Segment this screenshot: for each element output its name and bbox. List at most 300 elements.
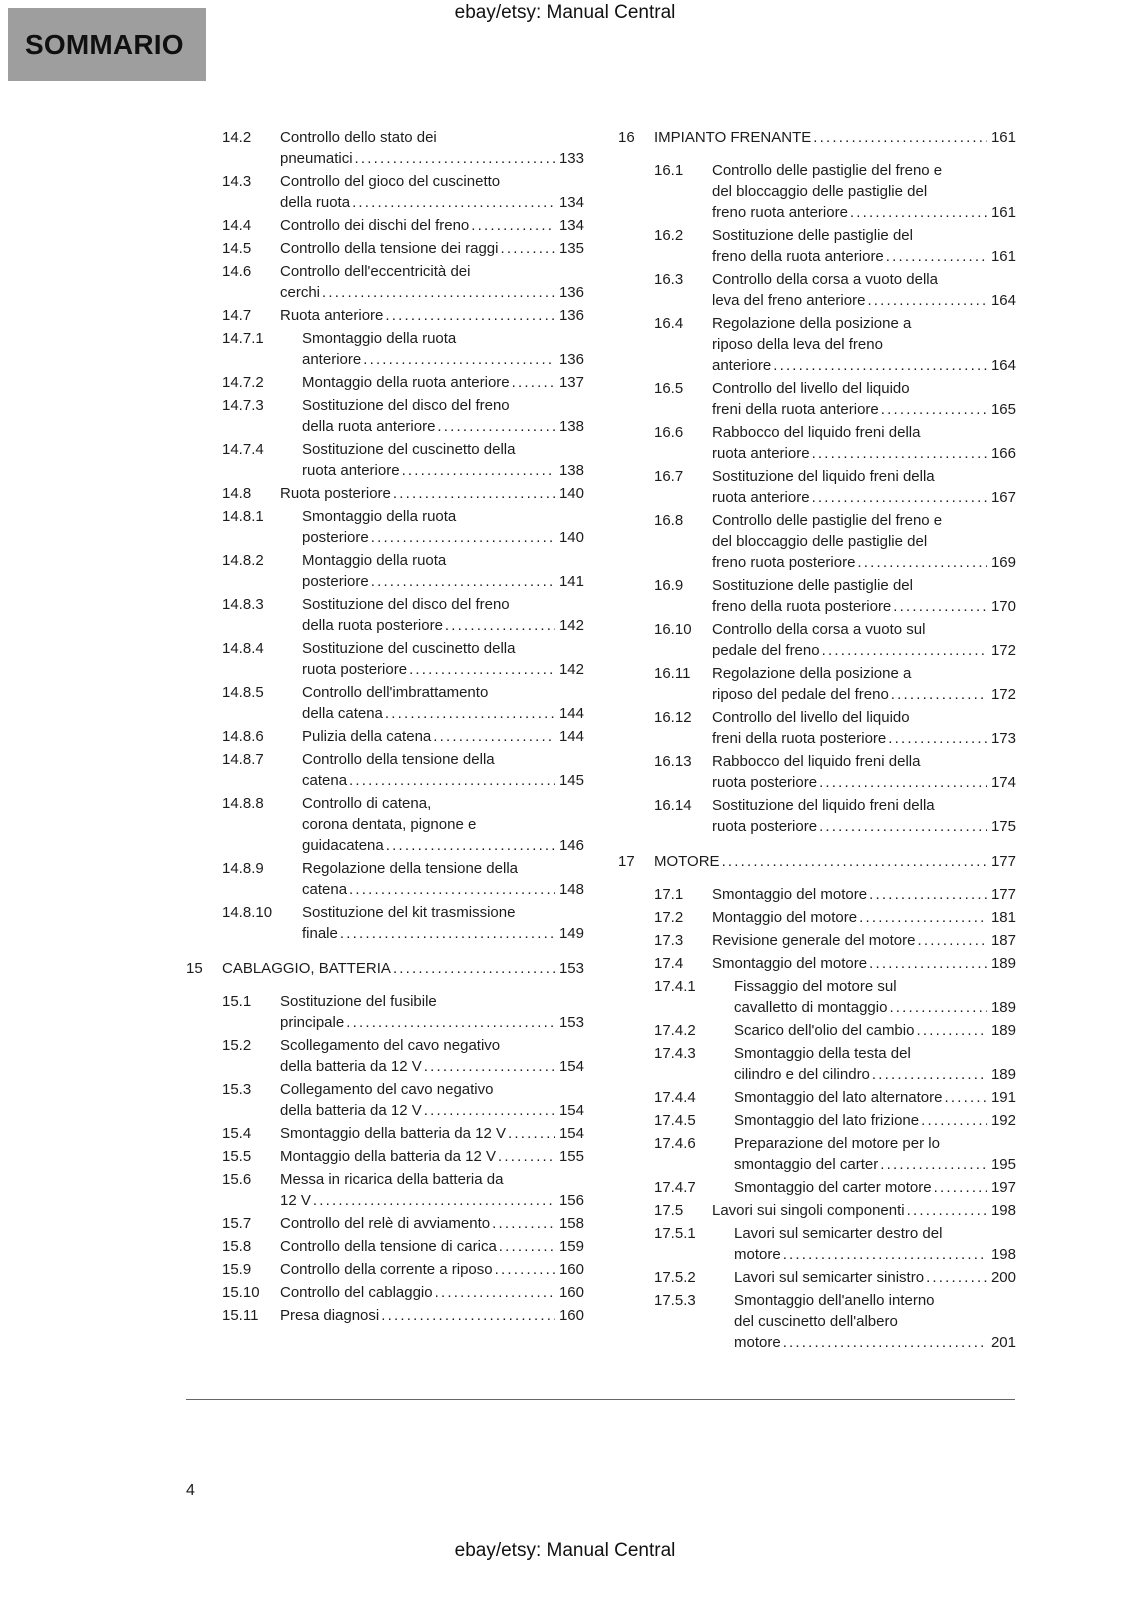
toc-title-last-line bbox=[280, 1259, 584, 1280]
toc-entry-title bbox=[734, 1223, 1016, 1265]
toc-entry-page: 144 bbox=[558, 705, 584, 722]
toc-entry-page: 153 bbox=[558, 960, 584, 977]
toc-title-last-line bbox=[712, 399, 1016, 420]
toc-title-last-line bbox=[712, 487, 1016, 508]
toc-entry-number: 14.7.3 bbox=[222, 397, 264, 414]
toc-entry-title bbox=[712, 160, 1016, 223]
dot-leader bbox=[495, 1259, 555, 1280]
toc-title-last-line bbox=[712, 884, 1016, 905]
toc-entry-page: 144 bbox=[558, 728, 584, 745]
toc-title-line: Smontaggio dell'anello interno bbox=[734, 1292, 935, 1309]
toc-title-text: Ruota posteriore bbox=[280, 485, 391, 502]
toc-entry bbox=[618, 1177, 1016, 1198]
toc-title-text: guidacatena bbox=[302, 837, 384, 854]
toc-entry-page: 195 bbox=[990, 1156, 1016, 1173]
toc-entry-number: 14.8.9 bbox=[222, 860, 264, 877]
toc-title-last-line bbox=[734, 997, 1016, 1018]
toc-entry-title bbox=[280, 483, 584, 504]
toc-entry-title bbox=[280, 1123, 584, 1144]
toc-title-text: Montaggio della batteria da 12 V bbox=[280, 1148, 496, 1165]
toc-title-last-line bbox=[280, 238, 584, 259]
toc-title-text: Revisione generale del motore bbox=[712, 932, 916, 949]
toc-title-text: Presa diagnosi bbox=[280, 1307, 380, 1324]
toc-entry bbox=[618, 1223, 1016, 1265]
toc-entry-page: 201 bbox=[990, 1334, 1016, 1351]
toc-entry-title bbox=[712, 422, 1016, 464]
toc-entry-title bbox=[712, 510, 1016, 573]
toc-entry-title bbox=[712, 930, 1016, 951]
toc-entry bbox=[618, 160, 1016, 223]
toc-entry-page: 155 bbox=[558, 1148, 584, 1165]
toc-entry bbox=[186, 1259, 584, 1280]
dot-leader bbox=[916, 1020, 987, 1041]
dot-leader bbox=[926, 1267, 987, 1288]
toc-entry-page: 145 bbox=[558, 772, 584, 789]
dot-leader bbox=[499, 1236, 555, 1257]
dot-leader bbox=[381, 1305, 555, 1326]
dot-leader bbox=[371, 527, 555, 548]
toc-entry-title bbox=[712, 663, 1016, 705]
toc-entry-number: 16.2 bbox=[654, 227, 684, 244]
toc-entry bbox=[186, 261, 584, 303]
toc-entry-number: 14.8.10 bbox=[222, 904, 273, 921]
toc-title-last-line bbox=[280, 1056, 584, 1077]
toc-title-line: Controllo del livello del liquido bbox=[712, 380, 910, 397]
toc-entry-title bbox=[734, 1267, 1016, 1288]
toc-entry bbox=[186, 1236, 584, 1257]
toc-entry-number: 14.8.3 bbox=[222, 596, 264, 613]
toc-title-last-line bbox=[734, 1267, 1016, 1288]
toc-entry bbox=[186, 1213, 584, 1234]
toc-title-line: Sostituzione del kit trasmissione bbox=[302, 904, 516, 921]
toc-entry-number: 15.9 bbox=[222, 1261, 252, 1278]
table-of-contents bbox=[186, 127, 1016, 1355]
toc-title-line: Sostituzione del cuscinetto della bbox=[302, 640, 516, 657]
toc-entry bbox=[618, 1020, 1016, 1041]
toc-entry-page: 164 bbox=[990, 292, 1016, 309]
toc-title-last-line bbox=[302, 770, 584, 791]
toc-title-line: Controllo della corsa a vuoto della bbox=[712, 271, 938, 288]
toc-entry bbox=[618, 422, 1016, 464]
toc-entry-page: 200 bbox=[990, 1269, 1016, 1286]
toc-title-text: Smontaggio del lato alternatore bbox=[734, 1089, 943, 1106]
toc-right-column bbox=[618, 127, 1016, 1355]
toc-title-text: Smontaggio del motore bbox=[712, 955, 868, 972]
toc-entry-page: 148 bbox=[558, 881, 584, 898]
toc-entry-page: 140 bbox=[558, 529, 584, 546]
toc-entry-number: 14.8.6 bbox=[222, 728, 264, 745]
toc-title-text: Controllo del relè di avviamento bbox=[280, 1215, 491, 1232]
toc-title-text: MOTORE bbox=[654, 853, 720, 870]
toc-entry-number: 14.8.2 bbox=[222, 552, 264, 569]
toc-title-last-line bbox=[280, 1236, 584, 1257]
toc-entry-number: 17.3 bbox=[654, 932, 684, 949]
dot-leader bbox=[385, 305, 555, 326]
dot-leader bbox=[471, 215, 555, 236]
toc-title-last-line bbox=[280, 1190, 584, 1211]
dot-leader bbox=[402, 460, 555, 481]
toc-entry-number: 14.8.8 bbox=[222, 795, 264, 812]
header-title: ebay/etsy: Manual Central bbox=[454, 2, 676, 23]
toc-entry-title bbox=[712, 225, 1016, 267]
toc-entry-number: 14.8.4 bbox=[222, 640, 264, 657]
toc-title-text: Controllo dei dischi del freno bbox=[280, 217, 470, 234]
toc-entry-title bbox=[302, 395, 584, 437]
toc-title-text: Montaggio della ruota anteriore bbox=[302, 374, 510, 391]
toc-entry-title bbox=[222, 958, 584, 979]
toc-entry-title bbox=[712, 269, 1016, 311]
toc-entry-number: 16.10 bbox=[654, 621, 692, 638]
toc-title-line: Rabbocco del liquido freni della bbox=[712, 753, 921, 770]
toc-entry bbox=[618, 1290, 1016, 1353]
toc-entry-title bbox=[654, 127, 1016, 148]
toc-title-text: Scarico dell'olio del cambio bbox=[734, 1022, 915, 1039]
toc-entry bbox=[186, 1305, 584, 1326]
sommario-heading: SOMMARIO bbox=[25, 28, 184, 60]
toc-title-text: cilindro e del cilindro bbox=[734, 1066, 870, 1083]
toc-entry-title bbox=[712, 795, 1016, 837]
toc-entry-number: 15 bbox=[186, 960, 203, 977]
dot-leader bbox=[424, 1056, 555, 1077]
toc-entry-page: 177 bbox=[990, 886, 1016, 903]
toc-title-last-line bbox=[280, 1146, 584, 1167]
dot-leader bbox=[371, 571, 555, 592]
toc-entry bbox=[618, 510, 1016, 573]
toc-left-column bbox=[186, 127, 584, 1355]
toc-entry bbox=[186, 372, 584, 393]
toc-title-last-line bbox=[222, 958, 584, 979]
toc-title-line: Controllo del gioco del cuscinetto bbox=[280, 173, 501, 190]
toc-entry-title bbox=[280, 238, 584, 259]
toc-entry-title bbox=[302, 506, 584, 548]
toc-title-last-line bbox=[280, 192, 584, 213]
toc-entry-title bbox=[280, 1079, 584, 1121]
toc-entry-number: 15.11 bbox=[222, 1307, 259, 1324]
toc-entry-number: 16.11 bbox=[654, 665, 691, 682]
toc-entry-number: 17.4.7 bbox=[654, 1179, 696, 1196]
toc-entry-title bbox=[734, 1133, 1016, 1175]
toc-title-last-line bbox=[734, 1177, 1016, 1198]
dot-leader bbox=[867, 290, 987, 311]
toc-title-line: Controllo dello stato dei bbox=[280, 129, 437, 146]
toc-entry-page: 142 bbox=[558, 617, 584, 634]
toc-entry-page: 198 bbox=[990, 1202, 1016, 1219]
toc-entry bbox=[186, 1123, 584, 1144]
dot-leader bbox=[437, 416, 555, 437]
toc-entry bbox=[186, 395, 584, 437]
toc-title-line: Messa in ricarica della batteria da bbox=[280, 1171, 504, 1188]
toc-title-last-line bbox=[654, 127, 1016, 148]
toc-entry-title bbox=[712, 575, 1016, 617]
toc-entry-number: 14.7 bbox=[222, 307, 252, 324]
dot-leader bbox=[355, 148, 555, 169]
toc-title-last-line bbox=[302, 460, 584, 481]
toc-title-line: Controllo del livello del liquido bbox=[712, 709, 910, 726]
toc-entry-number: 17.5.3 bbox=[654, 1292, 696, 1309]
toc-entry-number: 17.2 bbox=[654, 909, 684, 926]
toc-entry bbox=[186, 550, 584, 592]
dot-leader bbox=[500, 238, 554, 259]
toc-title-line: del bloccaggio delle pastiglie del bbox=[712, 533, 928, 550]
toc-title-last-line bbox=[302, 703, 584, 724]
toc-entry bbox=[186, 1035, 584, 1077]
toc-title-line: Controllo dell'eccentricità dei bbox=[280, 263, 471, 280]
dot-leader bbox=[886, 246, 987, 267]
toc-entry-title bbox=[280, 991, 584, 1033]
toc-title-line: del cuscinetto dell'albero bbox=[734, 1313, 898, 1330]
toc-entry-title bbox=[280, 261, 584, 303]
toc-entry-page: 189 bbox=[990, 1066, 1016, 1083]
toc-title-text: freno ruota anteriore bbox=[712, 204, 848, 221]
toc-entry bbox=[618, 619, 1016, 661]
toc-title-last-line bbox=[712, 552, 1016, 573]
toc-title-last-line bbox=[712, 290, 1016, 311]
toc-entry-number: 17.4.2 bbox=[654, 1022, 696, 1039]
dot-leader bbox=[891, 684, 987, 705]
toc-entry-title bbox=[302, 858, 584, 900]
toc-entry-page: 138 bbox=[558, 462, 584, 479]
toc-title-last-line bbox=[280, 1123, 584, 1144]
toc-entry-number: 15.8 bbox=[222, 1238, 252, 1255]
toc-title-last-line bbox=[280, 483, 584, 504]
dot-leader bbox=[819, 816, 987, 837]
dot-leader bbox=[880, 1154, 987, 1175]
toc-entry-page: 172 bbox=[990, 642, 1016, 659]
toc-entry bbox=[618, 127, 1016, 148]
toc-title-line: Controllo delle pastiglie del freno e bbox=[712, 512, 943, 529]
toc-title-last-line bbox=[280, 1305, 584, 1326]
toc-title-line: Sostituzione del disco del freno bbox=[302, 397, 510, 414]
toc-title-text: Smontaggio del carter motore bbox=[734, 1179, 932, 1196]
toc-entry-number: 17.5.2 bbox=[654, 1269, 696, 1286]
dot-leader bbox=[859, 907, 987, 928]
dot-leader bbox=[445, 615, 555, 636]
toc-entry-title bbox=[280, 127, 584, 169]
toc-entry-page: 136 bbox=[558, 307, 584, 324]
toc-entry bbox=[618, 930, 1016, 951]
toc-entry-number: 17 bbox=[618, 853, 635, 870]
toc-entry bbox=[186, 958, 584, 979]
toc-title-last-line bbox=[712, 930, 1016, 951]
toc-entry-page: 189 bbox=[990, 955, 1016, 972]
toc-entry-number: 15.5 bbox=[222, 1148, 252, 1165]
dot-leader bbox=[508, 1123, 555, 1144]
toc-title-text: della ruota anteriore bbox=[302, 418, 436, 435]
toc-entry-number: 14.7.1 bbox=[222, 330, 264, 347]
toc-entry-page: 149 bbox=[558, 925, 584, 942]
toc-entry-title bbox=[712, 313, 1016, 376]
toc-entry-page: 137 bbox=[558, 374, 584, 391]
toc-title-text: pedale del freno bbox=[712, 642, 820, 659]
toc-entry-page: 169 bbox=[990, 554, 1016, 571]
toc-title-line: Controllo dell'imbrattamento bbox=[302, 684, 489, 701]
toc-title-last-line bbox=[280, 1100, 584, 1121]
toc-entry-title bbox=[712, 378, 1016, 420]
toc-entry-number: 16.3 bbox=[654, 271, 684, 288]
toc-entry-number: 14.2 bbox=[222, 129, 252, 146]
toc-entry-title bbox=[280, 1236, 584, 1257]
toc-entry-number: 16.6 bbox=[654, 424, 684, 441]
dot-leader bbox=[393, 483, 555, 504]
toc-entry bbox=[186, 902, 584, 944]
toc-entry-number: 16.14 bbox=[654, 797, 692, 814]
toc-entry-page: 156 bbox=[558, 1192, 584, 1209]
toc-entry-number: 15.10 bbox=[222, 1284, 260, 1301]
toc-entry-title bbox=[734, 1290, 1016, 1353]
toc-title-text: Ruota anteriore bbox=[280, 307, 384, 324]
toc-title-text: ruota anteriore bbox=[302, 462, 400, 479]
dot-leader bbox=[435, 1282, 555, 1303]
toc-entry bbox=[186, 238, 584, 259]
toc-title-text: IMPIANTO FRENANTE bbox=[654, 129, 812, 146]
toc-entry bbox=[618, 1200, 1016, 1221]
toc-entry-number: 16.4 bbox=[654, 315, 684, 332]
toc-entry-title bbox=[654, 851, 1016, 872]
toc-title-line: Collegamento del cavo negativo bbox=[280, 1081, 494, 1098]
toc-title-line: Scollegamento del cavo negativo bbox=[280, 1037, 501, 1054]
toc-entry-page: 166 bbox=[990, 445, 1016, 462]
toc-entry-number: 17.4.6 bbox=[654, 1135, 696, 1152]
toc-entry bbox=[618, 466, 1016, 508]
sommario-heading-box bbox=[8, 8, 206, 81]
toc-title-last-line bbox=[302, 879, 584, 900]
toc-title-text: ruota posteriore bbox=[712, 818, 818, 835]
toc-title-last-line bbox=[302, 349, 584, 370]
toc-title-text: Smontaggio della batteria da 12 V bbox=[280, 1125, 506, 1142]
toc-entry-number: 14.7.2 bbox=[222, 374, 264, 391]
toc-entry-title bbox=[734, 1043, 1016, 1085]
toc-entry bbox=[618, 1043, 1016, 1085]
dot-leader bbox=[934, 1177, 987, 1198]
toc-title-text: ruota posteriore bbox=[302, 661, 408, 678]
toc-entry bbox=[186, 638, 584, 680]
toc-title-last-line bbox=[302, 527, 584, 548]
toc-entry bbox=[186, 749, 584, 791]
toc-title-last-line bbox=[712, 355, 1016, 376]
toc-entry-number: 14.5 bbox=[222, 240, 252, 257]
toc-entry bbox=[618, 225, 1016, 267]
toc-title-line: Rabbocco del liquido freni della bbox=[712, 424, 921, 441]
toc-title-last-line bbox=[734, 1244, 1016, 1265]
toc-entry bbox=[186, 328, 584, 370]
toc-title-last-line bbox=[712, 640, 1016, 661]
toc-title-last-line bbox=[734, 1020, 1016, 1041]
toc-title-last-line bbox=[302, 726, 584, 747]
dot-leader bbox=[393, 958, 555, 979]
toc-title-text: della batteria da 12 V bbox=[280, 1058, 422, 1075]
toc-entry-page: 136 bbox=[558, 351, 584, 368]
toc-entry-page: 154 bbox=[558, 1102, 584, 1119]
toc-entry-title bbox=[302, 793, 584, 856]
toc-entry bbox=[618, 907, 1016, 928]
toc-title-line: Sostituzione delle pastiglie del bbox=[712, 227, 913, 244]
toc-entry-page: 175 bbox=[990, 818, 1016, 835]
toc-title-text: Smontaggio del lato frizione bbox=[734, 1112, 920, 1129]
toc-entry-page: 167 bbox=[990, 489, 1016, 506]
toc-title-text: Smontaggio del motore bbox=[712, 886, 868, 903]
toc-entry-page: 187 bbox=[990, 932, 1016, 949]
toc-entry bbox=[186, 594, 584, 636]
toc-entry-page: 153 bbox=[558, 1014, 584, 1031]
toc-entry-title bbox=[302, 638, 584, 680]
toc-entry-title bbox=[302, 550, 584, 592]
toc-title-last-line bbox=[712, 1200, 1016, 1221]
toc-title-text: della catena bbox=[302, 705, 383, 722]
toc-title-text: cavalletto di montaggio bbox=[734, 999, 888, 1016]
toc-entry-number: 17.5.1 bbox=[654, 1225, 696, 1242]
dot-leader bbox=[869, 953, 987, 974]
dot-leader bbox=[783, 1244, 987, 1265]
toc-entry-number: 14.3 bbox=[222, 173, 252, 190]
toc-entry bbox=[618, 851, 1016, 872]
toc-title-line: Sostituzione del cuscinetto della bbox=[302, 441, 516, 458]
dot-leader bbox=[813, 127, 987, 148]
toc-title-text: freni della ruota posteriore bbox=[712, 730, 887, 747]
toc-entry bbox=[186, 1079, 584, 1121]
dot-leader bbox=[944, 1087, 986, 1108]
toc-title-last-line bbox=[280, 1213, 584, 1234]
toc-title-last-line bbox=[734, 1332, 1016, 1353]
footer-page-number: 4 bbox=[186, 1482, 195, 1499]
dot-leader bbox=[340, 923, 555, 944]
toc-entry-title bbox=[734, 1110, 1016, 1131]
toc-title-text: freni della ruota anteriore bbox=[712, 401, 879, 418]
toc-entry-title bbox=[280, 215, 584, 236]
toc-title-text: riposo del pedale del freno bbox=[712, 686, 889, 703]
toc-entry-number: 17.4.3 bbox=[654, 1045, 696, 1062]
toc-entry-page: 161 bbox=[990, 248, 1016, 265]
toc-entry-page: 164 bbox=[990, 357, 1016, 374]
toc-entry-page: 198 bbox=[990, 1246, 1016, 1263]
toc-title-last-line bbox=[712, 443, 1016, 464]
toc-entry bbox=[186, 483, 584, 504]
toc-entry-number: 17.4.4 bbox=[654, 1089, 696, 1106]
toc-entry bbox=[618, 1267, 1016, 1288]
toc-entry-title bbox=[734, 976, 1016, 1018]
dot-leader bbox=[881, 399, 987, 420]
toc-entry-title bbox=[280, 1305, 584, 1326]
toc-entry-title bbox=[712, 907, 1016, 928]
toc-title-text: ruota anteriore bbox=[712, 489, 810, 506]
dot-leader bbox=[869, 884, 987, 905]
toc-title-line: Sostituzione delle pastiglie del bbox=[712, 577, 913, 594]
toc-title-text: ruota posteriore bbox=[712, 774, 818, 791]
toc-entry-page: 142 bbox=[558, 661, 584, 678]
toc-title-text: anteriore bbox=[302, 351, 362, 368]
toc-entry-page: 160 bbox=[558, 1284, 584, 1301]
dot-leader bbox=[819, 772, 987, 793]
toc-entry-page: 134 bbox=[558, 217, 584, 234]
toc-entry-page: 173 bbox=[990, 730, 1016, 747]
toc-title-text: posteriore bbox=[302, 573, 369, 590]
dot-leader bbox=[822, 640, 987, 661]
toc-title-last-line bbox=[712, 907, 1016, 928]
toc-entry bbox=[618, 663, 1016, 705]
toc-entry bbox=[618, 269, 1016, 311]
toc-title-line: Controllo della tensione della bbox=[302, 751, 495, 768]
toc-entry-title bbox=[280, 1213, 584, 1234]
toc-entry-title bbox=[712, 953, 1016, 974]
toc-title-text: della batteria da 12 V bbox=[280, 1102, 422, 1119]
toc-title-line: Regolazione della tensione della bbox=[302, 860, 518, 877]
toc-entry-page: 134 bbox=[558, 194, 584, 211]
toc-entry-title bbox=[280, 1035, 584, 1077]
toc-entry-number: 15.2 bbox=[222, 1037, 252, 1054]
toc-entry-page: 135 bbox=[558, 240, 584, 257]
toc-entry-page: 136 bbox=[558, 284, 584, 301]
dot-leader bbox=[921, 1110, 987, 1131]
toc-title-line: Fissaggio del motore sul bbox=[734, 978, 897, 995]
